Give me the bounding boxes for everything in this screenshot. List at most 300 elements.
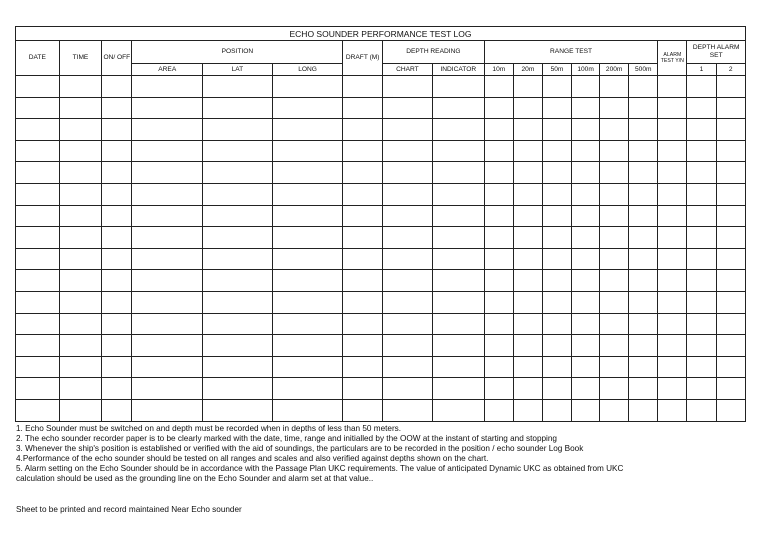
- table-cell[interactable]: [542, 399, 571, 421]
- table-cell[interactable]: [542, 227, 571, 249]
- table-cell[interactable]: [542, 291, 571, 313]
- table-cell[interactable]: [132, 162, 203, 184]
- table-cell[interactable]: [343, 205, 383, 227]
- table-cell[interactable]: [102, 119, 132, 141]
- table-cell[interactable]: [382, 76, 432, 98]
- table-cell[interactable]: [203, 399, 273, 421]
- table-cell[interactable]: [343, 119, 383, 141]
- table-cell[interactable]: [600, 227, 629, 249]
- table-cell[interactable]: [629, 183, 658, 205]
- table-cell[interactable]: [600, 335, 629, 357]
- table-cell[interactable]: [629, 291, 658, 313]
- table-cell[interactable]: [16, 356, 60, 378]
- table-cell[interactable]: [272, 140, 343, 162]
- table-cell[interactable]: [432, 335, 484, 357]
- table-cell[interactable]: [132, 140, 203, 162]
- table-cell[interactable]: [432, 378, 484, 400]
- table-cell[interactable]: [484, 399, 513, 421]
- table-cell[interactable]: [600, 378, 629, 400]
- table-cell[interactable]: [687, 248, 716, 270]
- table-cell[interactable]: [658, 270, 687, 292]
- table-cell[interactable]: [658, 162, 687, 184]
- table-cell[interactable]: [658, 76, 687, 98]
- table-cell[interactable]: [572, 183, 600, 205]
- table-cell[interactable]: [432, 313, 484, 335]
- table-cell[interactable]: [484, 313, 513, 335]
- table-cell[interactable]: [484, 205, 513, 227]
- table-cell[interactable]: [687, 76, 716, 98]
- table-cell[interactable]: [432, 119, 484, 141]
- table-cell[interactable]: [658, 97, 687, 119]
- table-cell[interactable]: [687, 97, 716, 119]
- table-cell[interactable]: [432, 291, 484, 313]
- table-cell[interactable]: [343, 76, 383, 98]
- table-cell[interactable]: [513, 162, 542, 184]
- table-cell[interactable]: [59, 378, 102, 400]
- table-cell[interactable]: [484, 378, 513, 400]
- table-cell[interactable]: [272, 205, 343, 227]
- table-cell[interactable]: [59, 248, 102, 270]
- table-cell[interactable]: [484, 270, 513, 292]
- table-cell[interactable]: [59, 119, 102, 141]
- table-cell[interactable]: [272, 183, 343, 205]
- table-cell[interactable]: [542, 205, 571, 227]
- table-cell[interactable]: [716, 227, 746, 249]
- table-cell[interactable]: [629, 227, 658, 249]
- table-cell[interactable]: [513, 356, 542, 378]
- table-cell[interactable]: [132, 313, 203, 335]
- table-cell[interactable]: [343, 227, 383, 249]
- table-cell[interactable]: [600, 140, 629, 162]
- table-cell[interactable]: [102, 356, 132, 378]
- table-cell[interactable]: [382, 378, 432, 400]
- note-line: 4.Performance of the echo sounder should be tested on all ranges and scales and also verified against depths shown on the chart.: [16, 454, 489, 463]
- table-cell[interactable]: [382, 248, 432, 270]
- table-cell[interactable]: [132, 378, 203, 400]
- table-cell[interactable]: [513, 399, 542, 421]
- table-cell[interactable]: [572, 313, 600, 335]
- table-cell[interactable]: [272, 378, 343, 400]
- table-cell[interactable]: [687, 378, 716, 400]
- table-cell[interactable]: [382, 335, 432, 357]
- table-cell[interactable]: [432, 399, 484, 421]
- table-cell[interactable]: [484, 356, 513, 378]
- table-cell[interactable]: [513, 248, 542, 270]
- table-cell[interactable]: [132, 291, 203, 313]
- table-cell[interactable]: [629, 205, 658, 227]
- table-cell[interactable]: [513, 335, 542, 357]
- table-cell[interactable]: [716, 162, 746, 184]
- table-cell[interactable]: [382, 162, 432, 184]
- table-cell[interactable]: [102, 76, 132, 98]
- table-cell[interactable]: [59, 356, 102, 378]
- table-cell[interactable]: [272, 270, 343, 292]
- table-cell[interactable]: [629, 162, 658, 184]
- table-cell[interactable]: [132, 76, 203, 98]
- table-cell[interactable]: [572, 97, 600, 119]
- table-cell[interactable]: [629, 356, 658, 378]
- table-cell[interactable]: [203, 227, 273, 249]
- table-cell[interactable]: [484, 119, 513, 141]
- table-cell[interactable]: [102, 399, 132, 421]
- table-cell[interactable]: [716, 378, 746, 400]
- table-cell[interactable]: [59, 205, 102, 227]
- table-cell[interactable]: [16, 399, 60, 421]
- table-cell[interactable]: [272, 313, 343, 335]
- table-cell[interactable]: [658, 248, 687, 270]
- table-cell[interactable]: [542, 378, 571, 400]
- table-cell[interactable]: [203, 97, 273, 119]
- table-cell[interactable]: [687, 356, 716, 378]
- table-cell[interactable]: [542, 162, 571, 184]
- header-lat: LAT: [203, 64, 273, 76]
- table-cell[interactable]: [132, 119, 203, 141]
- table-cell[interactable]: [687, 205, 716, 227]
- table-cell[interactable]: [203, 183, 273, 205]
- table-cell[interactable]: [513, 119, 542, 141]
- table-cell[interactable]: [382, 399, 432, 421]
- header-alarm-2: 2: [716, 64, 746, 76]
- table-cell[interactable]: [658, 378, 687, 400]
- table-cell[interactable]: [542, 183, 571, 205]
- table-cell[interactable]: [600, 97, 629, 119]
- table-cell[interactable]: [203, 313, 273, 335]
- table-cell[interactable]: [432, 205, 484, 227]
- table-cell[interactable]: [484, 227, 513, 249]
- table-cell[interactable]: [687, 227, 716, 249]
- table-cell[interactable]: [272, 119, 343, 141]
- table-cell[interactable]: [102, 97, 132, 119]
- table-cell[interactable]: [658, 119, 687, 141]
- table-cell[interactable]: [59, 313, 102, 335]
- table-cell[interactable]: [132, 183, 203, 205]
- table-cell[interactable]: [572, 378, 600, 400]
- table-cell[interactable]: [59, 183, 102, 205]
- table-cell[interactable]: [132, 227, 203, 249]
- table-cell[interactable]: [59, 97, 102, 119]
- table-cell[interactable]: [432, 97, 484, 119]
- table-cell[interactable]: [658, 183, 687, 205]
- table-cell[interactable]: [272, 97, 343, 119]
- table-cell[interactable]: [382, 205, 432, 227]
- table-cell[interactable]: [716, 270, 746, 292]
- table-cell[interactable]: [600, 76, 629, 98]
- table-cell[interactable]: [16, 140, 60, 162]
- table-cell[interactable]: [382, 183, 432, 205]
- table-cell[interactable]: [572, 227, 600, 249]
- table-cell[interactable]: [203, 162, 273, 184]
- table-cell[interactable]: [102, 183, 132, 205]
- table-cell[interactable]: [382, 291, 432, 313]
- table-cell[interactable]: [542, 119, 571, 141]
- table-cell[interactable]: [629, 76, 658, 98]
- table-cell[interactable]: [382, 140, 432, 162]
- table-cell[interactable]: [102, 205, 132, 227]
- table-cell[interactable]: [687, 335, 716, 357]
- table-cell[interactable]: [716, 97, 746, 119]
- table-cell[interactable]: [629, 248, 658, 270]
- table-cell[interactable]: [484, 335, 513, 357]
- table-cell[interactable]: [658, 313, 687, 335]
- table-cell[interactable]: [272, 399, 343, 421]
- table-cell[interactable]: [59, 140, 102, 162]
- table-cell[interactable]: [658, 356, 687, 378]
- table-cell[interactable]: [16, 378, 60, 400]
- table-cell[interactable]: [203, 270, 273, 292]
- table-cell[interactable]: [203, 335, 273, 357]
- header-position: POSITION: [132, 41, 343, 64]
- table-cell[interactable]: [343, 97, 383, 119]
- table-cell[interactable]: [59, 227, 102, 249]
- table-cell[interactable]: [572, 270, 600, 292]
- table-cell[interactable]: [432, 162, 484, 184]
- table-cell[interactable]: [16, 248, 60, 270]
- table-cell[interactable]: [484, 291, 513, 313]
- table-cell[interactable]: [629, 119, 658, 141]
- table-cell[interactable]: [102, 313, 132, 335]
- table-cell[interactable]: [513, 291, 542, 313]
- table-cell[interactable]: [132, 335, 203, 357]
- table-cell[interactable]: [716, 119, 746, 141]
- table-cell[interactable]: [572, 162, 600, 184]
- table-cell[interactable]: [658, 140, 687, 162]
- table-cell[interactable]: [687, 291, 716, 313]
- table-cell[interactable]: [716, 335, 746, 357]
- table-cell[interactable]: [687, 183, 716, 205]
- table-cell[interactable]: [203, 378, 273, 400]
- table-cell[interactable]: [716, 205, 746, 227]
- table-cell[interactable]: [343, 248, 383, 270]
- table-cell[interactable]: [687, 270, 716, 292]
- table-cell[interactable]: [432, 270, 484, 292]
- table-cell[interactable]: [600, 205, 629, 227]
- table-cell[interactable]: [484, 140, 513, 162]
- table-cell[interactable]: [629, 270, 658, 292]
- table-cell[interactable]: [382, 356, 432, 378]
- table-cell[interactable]: [484, 248, 513, 270]
- table-cell[interactable]: [572, 291, 600, 313]
- table-cell[interactable]: [59, 76, 102, 98]
- table-cell[interactable]: [16, 291, 60, 313]
- table-cell[interactable]: [203, 119, 273, 141]
- table-cell[interactable]: [16, 162, 60, 184]
- table-cell[interactable]: [272, 335, 343, 357]
- table-cell[interactable]: [203, 76, 273, 98]
- table-cell[interactable]: [658, 205, 687, 227]
- table-cell[interactable]: [16, 335, 60, 357]
- table-cell[interactable]: [16, 205, 60, 227]
- table-cell[interactable]: [432, 248, 484, 270]
- table-cell[interactable]: [59, 399, 102, 421]
- table-cell[interactable]: [542, 248, 571, 270]
- table-cell[interactable]: [432, 227, 484, 249]
- table-cell[interactable]: [542, 97, 571, 119]
- table-cell[interactable]: [629, 399, 658, 421]
- table-cell[interactable]: [203, 140, 273, 162]
- table-cell[interactable]: [432, 356, 484, 378]
- table-cell[interactable]: [343, 378, 383, 400]
- table-cell[interactable]: [572, 399, 600, 421]
- table-cell[interactable]: [16, 76, 60, 98]
- table-cell[interactable]: [513, 378, 542, 400]
- table-cell[interactable]: [203, 248, 273, 270]
- table-cell[interactable]: [484, 183, 513, 205]
- table-cell[interactable]: [382, 97, 432, 119]
- table-cell[interactable]: [484, 76, 513, 98]
- table-cell[interactable]: [687, 313, 716, 335]
- table-cell[interactable]: [272, 248, 343, 270]
- table-cell[interactable]: [542, 270, 571, 292]
- table-cell[interactable]: [203, 356, 273, 378]
- table-cell[interactable]: [343, 270, 383, 292]
- table-cell[interactable]: [382, 119, 432, 141]
- table-cell[interactable]: [132, 270, 203, 292]
- table-cell[interactable]: [102, 248, 132, 270]
- table-cell[interactable]: [484, 162, 513, 184]
- table-cell[interactable]: [132, 399, 203, 421]
- table-cell[interactable]: [343, 335, 383, 357]
- table-cell[interactable]: [572, 140, 600, 162]
- table-cell[interactable]: [629, 378, 658, 400]
- table-cell[interactable]: [658, 399, 687, 421]
- table-cell[interactable]: [513, 227, 542, 249]
- table-cell[interactable]: [382, 313, 432, 335]
- table-cell[interactable]: [16, 119, 60, 141]
- table-cell[interactable]: [59, 335, 102, 357]
- table-cell[interactable]: [343, 291, 383, 313]
- table-cell[interactable]: [102, 227, 132, 249]
- table-cell[interactable]: [432, 140, 484, 162]
- table-cell[interactable]: [542, 356, 571, 378]
- table-cell[interactable]: [272, 356, 343, 378]
- header-area: AREA: [132, 64, 203, 76]
- table-cell[interactable]: [16, 313, 60, 335]
- table-cell[interactable]: [102, 270, 132, 292]
- table-cell[interactable]: [687, 140, 716, 162]
- table-cell[interactable]: [658, 291, 687, 313]
- table-cell[interactable]: [343, 399, 383, 421]
- table-cell[interactable]: [600, 119, 629, 141]
- table-cell[interactable]: [16, 270, 60, 292]
- table-cell[interactable]: [542, 335, 571, 357]
- table-cell[interactable]: [513, 313, 542, 335]
- table-cell[interactable]: [687, 119, 716, 141]
- table-cell[interactable]: [687, 162, 716, 184]
- table-cell[interactable]: [272, 76, 343, 98]
- table-cell[interactable]: [572, 335, 600, 357]
- table-cell[interactable]: [343, 183, 383, 205]
- table-cell[interactable]: [513, 205, 542, 227]
- table-cell[interactable]: [716, 76, 746, 98]
- table-cell[interactable]: [59, 162, 102, 184]
- table-cell[interactable]: [716, 140, 746, 162]
- table-cell[interactable]: [203, 205, 273, 227]
- table-cell[interactable]: [382, 227, 432, 249]
- table-cell[interactable]: [102, 140, 132, 162]
- table-cell[interactable]: [600, 248, 629, 270]
- table-cell[interactable]: [272, 291, 343, 313]
- table-cell[interactable]: [382, 270, 432, 292]
- table-cell[interactable]: [716, 356, 746, 378]
- table-cell[interactable]: [600, 291, 629, 313]
- table-cell[interactable]: [572, 248, 600, 270]
- table-cell[interactable]: [572, 356, 600, 378]
- table-cell[interactable]: [542, 76, 571, 98]
- table-cell[interactable]: [343, 140, 383, 162]
- table-cell[interactable]: [600, 183, 629, 205]
- table-cell[interactable]: [687, 399, 716, 421]
- table-row: [16, 205, 746, 227]
- table-cell[interactable]: [343, 313, 383, 335]
- table-cell[interactable]: [572, 76, 600, 98]
- table-cell[interactable]: [658, 335, 687, 357]
- table-cell[interactable]: [629, 97, 658, 119]
- table-cell[interactable]: [542, 313, 571, 335]
- table-cell[interactable]: [102, 162, 132, 184]
- table-cell[interactable]: [102, 335, 132, 357]
- table-cell[interactable]: [16, 183, 60, 205]
- table-cell[interactable]: [343, 356, 383, 378]
- table-cell[interactable]: [629, 313, 658, 335]
- table-cell[interactable]: [716, 248, 746, 270]
- table-cell[interactable]: [132, 356, 203, 378]
- table-cell[interactable]: [484, 97, 513, 119]
- table-cell[interactable]: [132, 205, 203, 227]
- table-cell[interactable]: [132, 248, 203, 270]
- table-cell[interactable]: [600, 162, 629, 184]
- table-cell[interactable]: [716, 399, 746, 421]
- header-range-test: RANGE TEST: [484, 41, 658, 64]
- table-cell[interactable]: [102, 291, 132, 313]
- table-cell[interactable]: [572, 119, 600, 141]
- table-cell[interactable]: [600, 313, 629, 335]
- table-cell[interactable]: [542, 140, 571, 162]
- table-cell[interactable]: [513, 97, 542, 119]
- table-cell[interactable]: [513, 140, 542, 162]
- table-cell[interactable]: [59, 270, 102, 292]
- table-cell[interactable]: [272, 227, 343, 249]
- table-cell[interactable]: [432, 76, 484, 98]
- table-cell[interactable]: [716, 313, 746, 335]
- table-cell[interactable]: [203, 291, 273, 313]
- table-cell[interactable]: [59, 291, 102, 313]
- table-cell[interactable]: [132, 97, 203, 119]
- table-cell[interactable]: [513, 270, 542, 292]
- table-cell[interactable]: [16, 227, 60, 249]
- table-row: [16, 97, 746, 119]
- table-cell[interactable]: [716, 183, 746, 205]
- table-cell[interactable]: [600, 356, 629, 378]
- table-cell[interactable]: [432, 183, 484, 205]
- table-cell[interactable]: [600, 399, 629, 421]
- table-cell[interactable]: [16, 97, 60, 119]
- table-cell[interactable]: [572, 205, 600, 227]
- table-cell[interactable]: [600, 270, 629, 292]
- header-depth-reading: DEPTH READING: [382, 41, 484, 64]
- table-cell[interactable]: [513, 183, 542, 205]
- table-cell[interactable]: [658, 227, 687, 249]
- header-alarm-1: 1: [687, 64, 716, 76]
- header-date: DATE: [16, 41, 60, 76]
- table-cell[interactable]: [513, 76, 542, 98]
- table-cell[interactable]: [343, 162, 383, 184]
- table-cell[interactable]: [716, 291, 746, 313]
- table-cell[interactable]: [629, 140, 658, 162]
- notes: [16, 424, 756, 484]
- table-cell[interactable]: [272, 162, 343, 184]
- table-cell[interactable]: [102, 378, 132, 400]
- table-cell[interactable]: [629, 335, 658, 357]
